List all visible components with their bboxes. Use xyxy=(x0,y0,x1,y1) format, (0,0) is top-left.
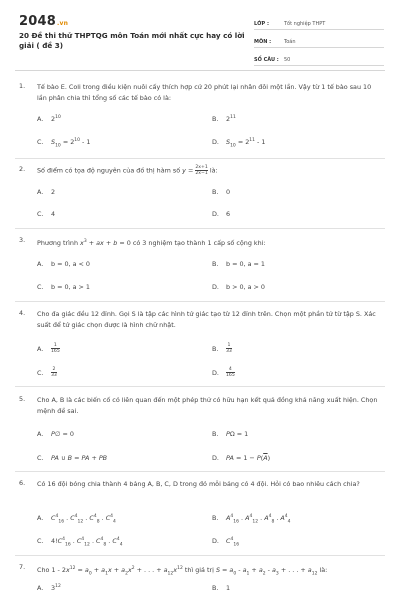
option-d[interactable] xyxy=(212,367,235,378)
brand-name: 2048 xyxy=(19,14,56,29)
option-letter: A. xyxy=(37,260,44,268)
option-letter: B. xyxy=(212,260,219,268)
option-text: $\frac{1}{33}$ xyxy=(226,343,232,354)
option-text: 0 xyxy=(226,188,231,196)
option-b[interactable] xyxy=(212,343,232,354)
question-divider xyxy=(15,386,385,387)
question-text: Tế bào E. Coli trong điều kiện nuôi cấy thích hợp cứ 20 phút lại nhân đôi một lần. Vậy từ 1 tế bào sau 10 lần phân chia thì tổng số các tế bào có là: xyxy=(37,83,372,102)
option-text: b > 0, a > 0 xyxy=(226,283,266,291)
question-number: 2. xyxy=(19,165,26,173)
option-a[interactable] xyxy=(37,188,55,196)
option-letter: B. xyxy=(212,115,219,124)
option-a[interactable] xyxy=(37,115,61,123)
option-text: b = 0, a = 1 xyxy=(226,260,266,268)
meta-value: 50 xyxy=(284,57,291,63)
option-text: $A^4_{16}$ . $A^4_{12}$ . $A^4_8$ . $A^4_4$ xyxy=(226,514,291,525)
option-letter: A. xyxy=(37,430,44,438)
option-letter: B. xyxy=(212,188,219,196)
document-title: 20 Đề thi thử THPTQG môn Toán mới nhất cực hay có lời giải ( đề 3) xyxy=(19,31,245,50)
option-letter: A. xyxy=(37,344,44,353)
question-text: Cho A, B là các biến cố có liên quan đến một phép thử có hữu hạn kết quả đồng khả năng xuất hiện. Chọn mệnh đề sai. xyxy=(37,396,378,415)
meta-label: SỐ CÂU : xyxy=(254,57,279,63)
option-c[interactable] xyxy=(37,367,57,378)
question-divider xyxy=(15,158,385,159)
option-text: 4 xyxy=(51,210,56,218)
option-letter: C. xyxy=(37,454,44,462)
option-text: b = 0, a > 1 xyxy=(51,283,91,291)
question-number: 1. xyxy=(19,82,26,90)
question-divider xyxy=(15,301,385,302)
option-letter: A. xyxy=(37,514,44,523)
option-letter: B. xyxy=(212,584,219,592)
option-text: $S_{10} = 2^{10} - 1$ xyxy=(51,138,91,149)
meta-value: Toán xyxy=(284,39,296,45)
option-letter: D. xyxy=(212,138,219,147)
option-text: $3^{12}$ xyxy=(51,584,61,593)
meta-row-class xyxy=(254,14,384,30)
question-text: Phương trình $x^3$ + ax + b = 0 có 3 nghiệm tạo thành 1 cấp số cộng khi: xyxy=(37,239,266,248)
question-divider xyxy=(15,228,385,229)
option-a[interactable] xyxy=(37,260,90,268)
option-letter: B. xyxy=(212,344,219,353)
option-letter: A. xyxy=(37,188,44,196)
option-letter: C. xyxy=(37,210,44,218)
option-text: P∅ = 0 xyxy=(51,430,74,438)
option-letter: C. xyxy=(37,283,44,291)
option-letter: B. xyxy=(212,430,219,438)
meta-row-subject xyxy=(254,32,384,48)
option-letter: D. xyxy=(212,454,219,462)
option-letter: A. xyxy=(37,584,44,593)
question-number: 5. xyxy=(19,395,26,403)
option-b[interactable] xyxy=(212,115,236,123)
meta-label: MÔN : xyxy=(254,39,272,45)
option-letter: B. xyxy=(212,514,219,523)
option-text: $C^4_{16}$ xyxy=(226,537,240,548)
option-text: PΩ = 1 xyxy=(226,430,249,438)
question-text: Cho $1 - 2x^{12} = a_0 + a_1x + a_2x^2$ + . . . + $a_{12}x^{12}$ thì giá trị $S = a_0 - a_1 + a_2 - a_3$ + . . . + $a_{12}$ là: xyxy=(37,566,328,577)
brand-logo[interactable] xyxy=(19,14,68,29)
brand-suffix: .vn xyxy=(56,20,69,27)
option-d[interactable] xyxy=(212,210,230,218)
option-letter: D. xyxy=(212,210,219,218)
meta-panel xyxy=(254,14,384,68)
question-divider xyxy=(15,555,385,556)
option-text: 6 xyxy=(226,210,231,218)
option-letter: D. xyxy=(212,283,219,291)
question-number: 3. xyxy=(19,236,26,244)
option-c[interactable] xyxy=(37,283,90,291)
option-letter: C. xyxy=(37,537,44,546)
meta-value: Tốt nghiệp THPT xyxy=(284,21,326,27)
option-text: $4!C^4_{16}$ . $C^4_{12}$ . $C^4_8$ . $C^4_4$ xyxy=(51,537,123,548)
option-b[interactable] xyxy=(212,260,265,268)
option-a[interactable] xyxy=(37,343,60,354)
question-text: Có 16 đội bóng chia thành 4 bảng A, B, C, D trong đó mỗi bảng có 4 đội. Hỏi có bao nhiêu cách chia? xyxy=(37,480,360,488)
option-text: $\frac{2}{33}$ xyxy=(51,367,57,378)
option-letter: D. xyxy=(212,537,219,546)
option-d[interactable] xyxy=(212,537,239,547)
option-c[interactable] xyxy=(37,138,90,148)
option-text: b = 0, a < 0 xyxy=(51,260,91,268)
option-text: $\frac{4}{165}$ xyxy=(226,367,235,378)
option-text: $2^{11}$ xyxy=(226,115,236,124)
option-text: $2^{10}$ xyxy=(51,115,61,124)
option-letter: D. xyxy=(212,368,219,377)
option-d[interactable] xyxy=(212,138,265,148)
question-number: 4. xyxy=(19,309,26,317)
question-number: 6. xyxy=(19,479,26,487)
option-letter: A. xyxy=(37,115,44,124)
option-a[interactable] xyxy=(37,514,116,524)
option-c[interactable] xyxy=(37,454,107,462)
option-text: PA ∪ B = PA + PB xyxy=(51,454,108,462)
option-text: PA = $1 - P(\overline{A})$ xyxy=(226,454,271,462)
meta-label: LỚP : xyxy=(254,21,269,27)
question-divider xyxy=(15,471,385,472)
option-a[interactable] xyxy=(37,584,61,592)
option-b[interactable] xyxy=(212,188,230,196)
meta-row-count xyxy=(254,50,384,66)
option-a[interactable] xyxy=(37,430,74,438)
question-number: 7. xyxy=(19,563,26,571)
option-text: $S_{10} = 2^{11} - 1$ xyxy=(226,138,266,149)
option-d[interactable] xyxy=(212,283,265,291)
option-b[interactable] xyxy=(212,430,248,438)
option-text: $C^4_{16}$ . $C^4_{12}$ . $C^4_8$ . $C^4_4$ xyxy=(51,514,116,525)
option-d[interactable] xyxy=(212,454,270,462)
option-letter: C. xyxy=(37,138,44,147)
header-divider xyxy=(15,70,385,71)
question-text: Cho đa giác đều 12 đỉnh. Gọi S là tập các hình tứ giác tạo từ 12 đỉnh trên. Chọn một phần tử từ tập S. Xác suất để tứ giác chọn được là hình chữ nhật. xyxy=(37,310,376,329)
option-text: 1 xyxy=(226,584,231,592)
option-text: 2 xyxy=(51,188,56,196)
option-b[interactable] xyxy=(212,514,291,524)
option-c[interactable] xyxy=(37,537,123,547)
option-c[interactable] xyxy=(37,210,55,218)
option-b[interactable] xyxy=(212,584,230,592)
option-letter: C. xyxy=(37,368,44,377)
option-text: $\frac{1}{165}$ xyxy=(51,343,60,354)
question-text: Số điểm có tọa độ nguyên của đồ thị hàm số y = $\frac{2x+1}{2x-1}$ là: xyxy=(37,165,218,176)
